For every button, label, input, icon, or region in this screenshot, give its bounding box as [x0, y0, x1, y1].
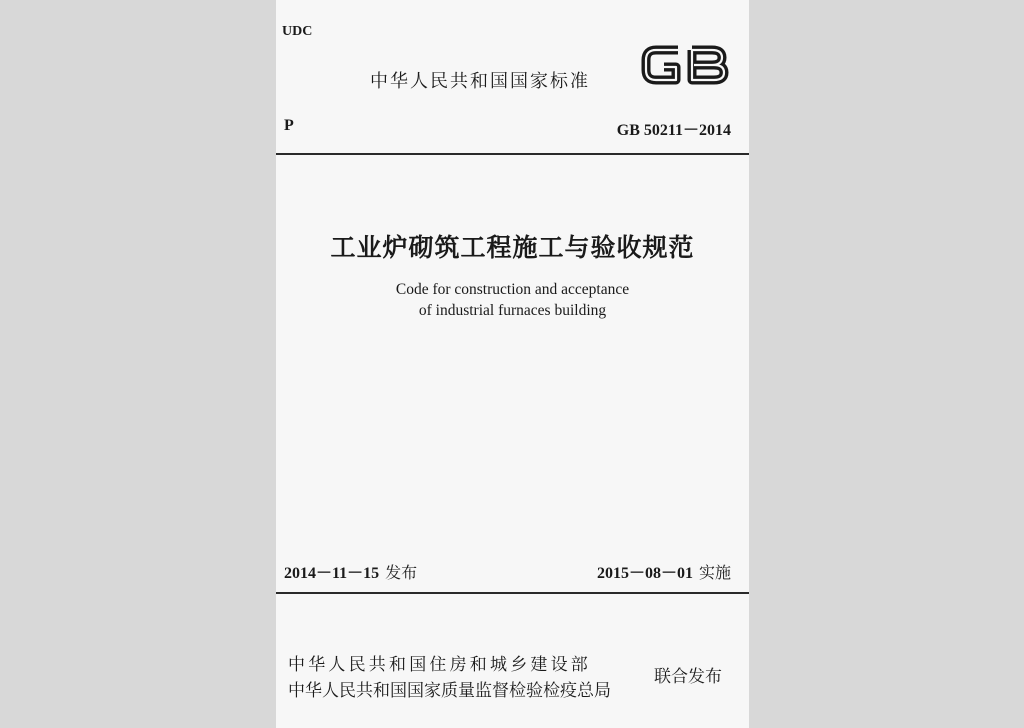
publisher-line1: 中华人民共和国住房和城乡建设部 [288, 655, 591, 675]
implement-date-block [597, 560, 731, 583]
title-english-line2: of industrial furnaces building [418, 302, 607, 319]
header-divider [276, 153, 749, 155]
title-chinese: 工业炉砌筑工程施工与验收规范 [330, 233, 695, 262]
title-english-line1: Code for construction and acceptance [395, 281, 630, 298]
issue-label: 发布 [385, 563, 418, 582]
joint-publish-label: 联合发布 [654, 667, 722, 687]
classification-code: P [284, 117, 294, 134]
publisher-line2: 中华人民共和国国家质量监督检验检疫总局 [288, 681, 611, 701]
implement-date: 2015－08－01 [596, 565, 693, 582]
standard-number: GB 50211－2014 [616, 122, 731, 139]
implement-label: 实施 [698, 563, 731, 582]
footer-divider [276, 592, 749, 594]
issue-date: 2014－11－15 [284, 565, 380, 582]
national-standard-heading: 中华人民共和国国家标准 [370, 71, 590, 92]
standard-cover-page [276, 0, 749, 728]
gb-logo-icon [638, 40, 730, 90]
issue-date-block [284, 560, 417, 583]
udc-label: UDC [282, 24, 313, 39]
